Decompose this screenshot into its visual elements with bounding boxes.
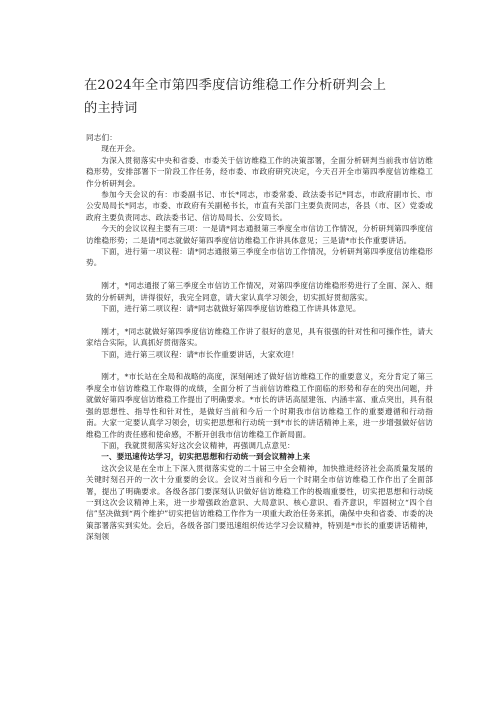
- paragraph-summary-3: 刚才，*市长站在全局和战略的高度，深刻阐述了做好信访维稳工作的重要意义，充分肯定了第三季度全市信访维稳工作取得的成绩，全面分析了当前信访维稳工作面临的形势和存在的突出问题，并就做好第四季度信访维稳工作提出了明确要求。*市长的讲话高屋建瓴、内涵丰富、重点突出，具有很强的思想性、指导性和针对性，是做好当前和今后一个时期我市信访维稳工作的重要遵循和行动指南。大家一定要认真学习领会，切实把思想和行动统一到*市长的讲话精神上来，进一步增强做好信访维稳工作的责任感和使命感，不断开创我市信访维稳工作新局面。: [86, 372, 433, 439]
- paragraph-gap: [86, 269, 433, 280]
- paragraph-gap: [86, 314, 433, 325]
- paragraph-attendees: 参加今天会议的有：市委副书记、市长*同志，市委常委、政法委书记*同志，市政府副市长、市公安局局长*同志，市委、市政府有关副秘书长，市直有关部门主要负责同志，各县（市、区）党委或政府主要负责同志、政法委书记、信访局局长、公安局长。: [86, 190, 433, 222]
- paragraph-agenda: 今天的会议议程主要有三项：一是请*同志通报第三季度全市信访工作情况，分析研判第四季度信访维稳形势；二是请*同志就做好第四季度信访维稳工作讲具体意见；三是请*市长作重要讲话。: [86, 224, 433, 245]
- salutation: 同志们：: [86, 133, 117, 142]
- paragraph-agenda-item-3: 下面，进行第三项议程：请*市长作重要讲话，大家欢迎！: [101, 349, 299, 359]
- paragraph-section-1-body: 这次会议是在全市上下深入贯彻落实党的二十届三中全会精神，加快推进经济社会高质量发展的关键时刻召开的一次十分重要的会议。会议对当前和今后一个时期全市信访维稳工作作出了全面部署，提出了明确要求。各级各部门要深刻认识做好信访维稳工作的极端重要性，切实把思想和行动统一到这次会议精神上来，进一步增强政治意识、大局意识、核心意识、看齐意识，牢固树立“四个自信”坚决做到“两个维护”切实把信访维稳工作作为一项重大政治任务来抓，确保中央和省委、市委的决策部署落实到实处。会后，各级各部门要迅速组织传达学习会议精神，特别是*市长的重要讲话精神，深刻领: [86, 463, 433, 542]
- paragraph-purpose: 为深入贯彻落实中央和省委、市委关于信访维稳工作的决策部署，全面分析研判当前我市信访维稳形势，安排部署下一阶段工作任务，经市委、市政府研究决定，今天召开全市第四季度信访维稳工作分析研判会。: [86, 155, 433, 188]
- paragraph-transition: 下面，我就贯彻落实好这次会议精神，再强调几点意见：: [101, 440, 295, 450]
- paragraph-agenda-item-2: 下面，进行第二项议程：请*同志就做好第四季度信访维稳工作讲具体意见。: [101, 304, 361, 314]
- paragraph-summary-1: 刚才，*同志通报了第三季度全市信访工作情况，对第四季度信访维稳形势进行了全面、深入、细致的分析研判，讲得很好，我完全同意，请大家认真学习领会，切实抓好贯彻落实。: [86, 281, 433, 302]
- paragraph-gap: [86, 360, 433, 371]
- title-line-2: 的主持词: [84, 101, 138, 116]
- document-title: [84, 74, 433, 120]
- paragraph-agenda-item-1: 下面，进行第一项议程：请*同志通报第三季度全市信访工作情况，分析研判第四季度信访维稳形势。: [86, 247, 433, 268]
- paragraph-summary-2: 刚才，*同志就做好第四季度信访维稳工作讲了很好的意见，具有很强的针对性和可操作性，请大家结合实际，认真抓好贯彻落实。: [86, 326, 433, 348]
- paragraph-opening: 现在开会。: [101, 144, 140, 154]
- section-heading-1: 一、要迅速传达学习，切实把思想和行动统一到会议精神上来: [101, 452, 311, 462]
- title-line-1: 在2024年全市第四季度信访维稳工作分析研判会上: [84, 78, 387, 93]
